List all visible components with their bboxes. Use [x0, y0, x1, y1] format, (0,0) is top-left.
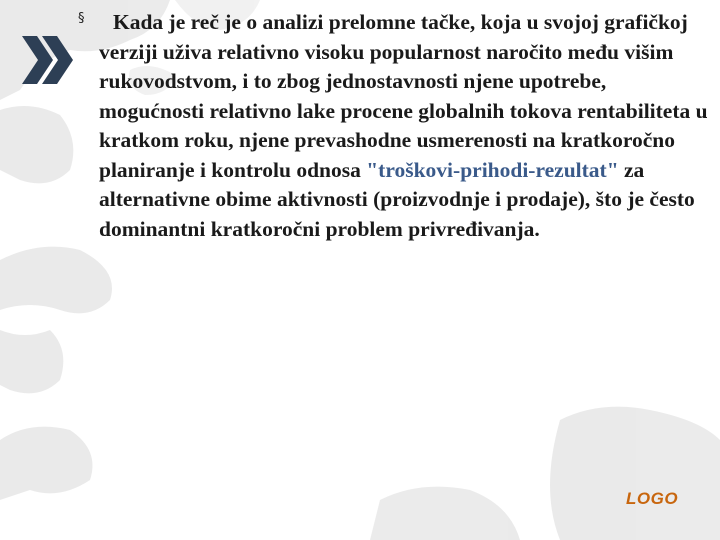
body-paragraph [99, 8, 711, 244]
bullet-marker: § [78, 11, 85, 26]
highlighted-phrase: "troškovi-prihodi-rezultat" [366, 157, 619, 182]
paragraph-text-part-2: za alternativne obime aktivnosti (proizvodnje i prodaje), što je često dominantni kratkoročni problem privređivanja. [99, 157, 695, 241]
paragraph-text-part-1: Kada je reč je o analizi prelomne tačke, koja u svojoj grafičkoj verziji uživa relativno visoku popularnost naročito među višim rukovodstvom, i to zbog jednostavnosti njene upotrebe, mogućnosti relativno lake procene globalnih tokova rentabiliteta u kratkom roku, njene prevashodne usmerenosti na kratkoročno planiranje i kontrolu odnosa [99, 10, 708, 182]
double-chevron-right-icon [20, 34, 76, 86]
logo: LOGO [626, 489, 679, 508]
